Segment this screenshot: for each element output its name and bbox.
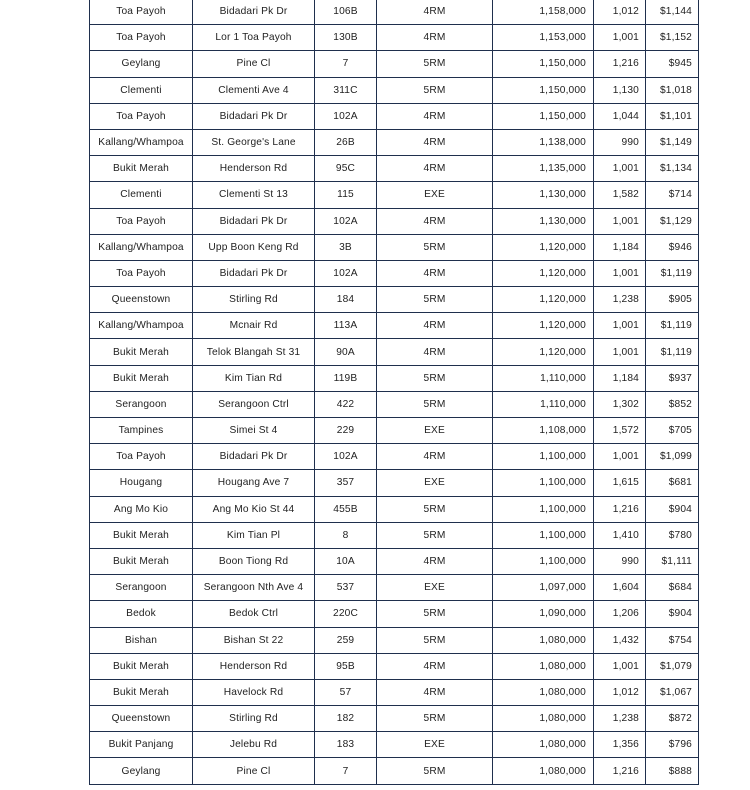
- block-cell: 95B: [315, 653, 377, 679]
- table-row: [90, 706, 699, 732]
- table-row: [90, 77, 699, 103]
- table-row: [90, 234, 699, 260]
- block-cell: 537: [315, 575, 377, 601]
- street-cell: Bishan St 22: [193, 627, 315, 653]
- flat-type-cell: 5RM: [377, 51, 493, 77]
- table-row: [90, 51, 699, 77]
- price-cell: 1,108,000: [493, 418, 594, 444]
- table-row: [90, 25, 699, 51]
- table-row: [90, 627, 699, 653]
- flat-type-cell: 5RM: [377, 627, 493, 653]
- size-cell: 1,604: [594, 575, 646, 601]
- psf-cell: $1,099: [646, 444, 699, 470]
- table-row: [90, 339, 699, 365]
- psf-cell: $796: [646, 732, 699, 758]
- block-cell: 183: [315, 732, 377, 758]
- psf-cell: $937: [646, 365, 699, 391]
- psf-cell: $681: [646, 470, 699, 496]
- psf-cell: $1,079: [646, 653, 699, 679]
- price-cell: 1,080,000: [493, 732, 594, 758]
- street-cell: Kim Tian Pl: [193, 522, 315, 548]
- block-cell: 106B: [315, 0, 377, 25]
- size-cell: 1,130: [594, 77, 646, 103]
- town-cell: Bukit Merah: [90, 653, 193, 679]
- psf-cell: $1,129: [646, 208, 699, 234]
- table-row: [90, 444, 699, 470]
- table-row: [90, 496, 699, 522]
- block-cell: 119B: [315, 365, 377, 391]
- town-cell: Hougang: [90, 470, 193, 496]
- size-cell: 1,001: [594, 339, 646, 365]
- street-cell: Telok Blangah St 31: [193, 339, 315, 365]
- price-cell: 1,120,000: [493, 339, 594, 365]
- psf-cell: $1,101: [646, 103, 699, 129]
- town-cell: Toa Payoh: [90, 444, 193, 470]
- street-cell: Pine Cl: [193, 51, 315, 77]
- price-cell: 1,130,000: [493, 182, 594, 208]
- block-cell: 10A: [315, 548, 377, 574]
- price-cell: 1,097,000: [493, 575, 594, 601]
- street-cell: Hougang Ave 7: [193, 470, 315, 496]
- size-cell: 1,012: [594, 0, 646, 25]
- block-cell: 259: [315, 627, 377, 653]
- street-cell: Serangoon Nth Ave 4: [193, 575, 315, 601]
- price-cell: 1,100,000: [493, 496, 594, 522]
- block-cell: 115: [315, 182, 377, 208]
- flat-type-cell: 5RM: [377, 522, 493, 548]
- flat-type-cell: 4RM: [377, 0, 493, 25]
- table-row: [90, 182, 699, 208]
- table-row: [90, 601, 699, 627]
- street-cell: Henderson Rd: [193, 156, 315, 182]
- town-cell: Ang Mo Kio: [90, 496, 193, 522]
- table-row: [90, 391, 699, 417]
- town-cell: Bukit Merah: [90, 339, 193, 365]
- price-cell: 1,150,000: [493, 51, 594, 77]
- psf-cell: $904: [646, 496, 699, 522]
- flat-type-cell: 4RM: [377, 548, 493, 574]
- block-cell: 7: [315, 51, 377, 77]
- block-cell: 26B: [315, 129, 377, 155]
- psf-cell: $754: [646, 627, 699, 653]
- size-cell: 1,012: [594, 679, 646, 705]
- table-row: [90, 287, 699, 313]
- psf-cell: $684: [646, 575, 699, 601]
- flat-type-cell: 4RM: [377, 653, 493, 679]
- town-cell: Kallang/Whampoa: [90, 129, 193, 155]
- block-cell: 422: [315, 391, 377, 417]
- table-row: [90, 129, 699, 155]
- price-cell: 1,120,000: [493, 313, 594, 339]
- table-row: [90, 313, 699, 339]
- size-cell: 1,356: [594, 732, 646, 758]
- town-cell: Kallang/Whampoa: [90, 234, 193, 260]
- psf-cell: $905: [646, 287, 699, 313]
- psf-cell: $705: [646, 418, 699, 444]
- town-cell: Bukit Merah: [90, 156, 193, 182]
- town-cell: Geylang: [90, 51, 193, 77]
- price-cell: 1,110,000: [493, 365, 594, 391]
- block-cell: 102A: [315, 260, 377, 286]
- price-cell: 1,120,000: [493, 234, 594, 260]
- price-cell: 1,150,000: [493, 103, 594, 129]
- block-cell: 95C: [315, 156, 377, 182]
- table-row: [90, 575, 699, 601]
- block-cell: 229: [315, 418, 377, 444]
- price-cell: 1,100,000: [493, 470, 594, 496]
- flat-type-cell: 4RM: [377, 129, 493, 155]
- block-cell: 90A: [315, 339, 377, 365]
- price-cell: 1,100,000: [493, 444, 594, 470]
- table-row: [90, 548, 699, 574]
- flat-type-cell: 4RM: [377, 156, 493, 182]
- psf-cell: $852: [646, 391, 699, 417]
- size-cell: 1,302: [594, 391, 646, 417]
- town-cell: Toa Payoh: [90, 208, 193, 234]
- transactions-table-container: [89, 0, 692, 790]
- psf-cell: $780: [646, 522, 699, 548]
- price-cell: 1,080,000: [493, 758, 594, 784]
- street-cell: Havelock Rd: [193, 679, 315, 705]
- street-cell: Ang Mo Kio St 44: [193, 496, 315, 522]
- street-cell: Stirling Rd: [193, 287, 315, 313]
- transactions-table: [89, 0, 699, 785]
- price-cell: 1,080,000: [493, 679, 594, 705]
- street-cell: Upp Boon Keng Rd: [193, 234, 315, 260]
- price-cell: 1,080,000: [493, 627, 594, 653]
- town-cell: Toa Payoh: [90, 103, 193, 129]
- town-cell: Queenstown: [90, 287, 193, 313]
- block-cell: 7: [315, 758, 377, 784]
- street-cell: Bidadari Pk Dr: [193, 444, 315, 470]
- size-cell: 1,184: [594, 365, 646, 391]
- price-cell: 1,138,000: [493, 129, 594, 155]
- street-cell: Clementi Ave 4: [193, 77, 315, 103]
- table-row: [90, 732, 699, 758]
- price-cell: 1,120,000: [493, 287, 594, 313]
- town-cell: Geylang: [90, 758, 193, 784]
- size-cell: 1,001: [594, 444, 646, 470]
- table-row: [90, 208, 699, 234]
- price-cell: 1,100,000: [493, 522, 594, 548]
- price-cell: 1,130,000: [493, 208, 594, 234]
- flat-type-cell: 4RM: [377, 260, 493, 286]
- block-cell: 184: [315, 287, 377, 313]
- size-cell: 1,216: [594, 51, 646, 77]
- flat-type-cell: 4RM: [377, 444, 493, 470]
- flat-type-cell: 4RM: [377, 208, 493, 234]
- town-cell: Toa Payoh: [90, 0, 193, 25]
- psf-cell: $1,119: [646, 260, 699, 286]
- street-cell: Serangoon Ctrl: [193, 391, 315, 417]
- size-cell: 1,238: [594, 706, 646, 732]
- table-row: [90, 653, 699, 679]
- street-cell: Bidadari Pk Dr: [193, 0, 315, 25]
- block-cell: 455B: [315, 496, 377, 522]
- flat-type-cell: EXE: [377, 732, 493, 758]
- flat-type-cell: 4RM: [377, 339, 493, 365]
- table-row: [90, 679, 699, 705]
- town-cell: Bukit Panjang: [90, 732, 193, 758]
- town-cell: Bukit Merah: [90, 679, 193, 705]
- table-row: [90, 156, 699, 182]
- town-cell: Bishan: [90, 627, 193, 653]
- size-cell: 1,206: [594, 601, 646, 627]
- flat-type-cell: EXE: [377, 418, 493, 444]
- price-cell: 1,100,000: [493, 548, 594, 574]
- street-cell: Boon Tiong Rd: [193, 548, 315, 574]
- size-cell: 1,001: [594, 25, 646, 51]
- flat-type-cell: 5RM: [377, 706, 493, 732]
- psf-cell: $946: [646, 234, 699, 260]
- block-cell: 182: [315, 706, 377, 732]
- psf-cell: $1,119: [646, 339, 699, 365]
- table-row: [90, 103, 699, 129]
- flat-type-cell: 5RM: [377, 77, 493, 103]
- street-cell: Bedok Ctrl: [193, 601, 315, 627]
- block-cell: 102A: [315, 208, 377, 234]
- street-cell: Bidadari Pk Dr: [193, 103, 315, 129]
- town-cell: Clementi: [90, 182, 193, 208]
- price-cell: 1,150,000: [493, 77, 594, 103]
- street-cell: Jelebu Rd: [193, 732, 315, 758]
- town-cell: Bukit Merah: [90, 522, 193, 548]
- size-cell: 1,216: [594, 496, 646, 522]
- flat-type-cell: 5RM: [377, 496, 493, 522]
- street-cell: Bidadari Pk Dr: [193, 260, 315, 286]
- size-cell: 1,001: [594, 156, 646, 182]
- street-cell: Pine Cl: [193, 758, 315, 784]
- psf-cell: $1,119: [646, 313, 699, 339]
- size-cell: 1,184: [594, 234, 646, 260]
- table-body: [90, 0, 699, 784]
- flat-type-cell: 4RM: [377, 313, 493, 339]
- town-cell: Clementi: [90, 77, 193, 103]
- town-cell: Bukit Merah: [90, 365, 193, 391]
- flat-type-cell: 4RM: [377, 103, 493, 129]
- table-row: [90, 522, 699, 548]
- price-cell: 1,120,000: [493, 260, 594, 286]
- size-cell: 1,001: [594, 260, 646, 286]
- price-cell: 1,080,000: [493, 653, 594, 679]
- flat-type-cell: 5RM: [377, 758, 493, 784]
- town-cell: Bukit Merah: [90, 548, 193, 574]
- flat-type-cell: EXE: [377, 182, 493, 208]
- psf-cell: $888: [646, 758, 699, 784]
- size-cell: 1,216: [594, 758, 646, 784]
- block-cell: 102A: [315, 103, 377, 129]
- flat-type-cell: 5RM: [377, 287, 493, 313]
- psf-cell: $1,144: [646, 0, 699, 25]
- flat-type-cell: 5RM: [377, 365, 493, 391]
- town-cell: Toa Payoh: [90, 25, 193, 51]
- psf-cell: $1,134: [646, 156, 699, 182]
- flat-type-cell: 5RM: [377, 391, 493, 417]
- size-cell: 1,044: [594, 103, 646, 129]
- size-cell: 1,238: [594, 287, 646, 313]
- town-cell: Toa Payoh: [90, 260, 193, 286]
- flat-type-cell: 5RM: [377, 234, 493, 260]
- block-cell: 8: [315, 522, 377, 548]
- size-cell: 1,582: [594, 182, 646, 208]
- psf-cell: $1,111: [646, 548, 699, 574]
- size-cell: 990: [594, 129, 646, 155]
- size-cell: 1,432: [594, 627, 646, 653]
- street-cell: Clementi St 13: [193, 182, 315, 208]
- block-cell: 3B: [315, 234, 377, 260]
- block-cell: 311C: [315, 77, 377, 103]
- size-cell: 1,572: [594, 418, 646, 444]
- table-row: [90, 0, 699, 25]
- block-cell: 130B: [315, 25, 377, 51]
- street-cell: Henderson Rd: [193, 653, 315, 679]
- price-cell: 1,090,000: [493, 601, 594, 627]
- size-cell: 1,615: [594, 470, 646, 496]
- size-cell: 1,410: [594, 522, 646, 548]
- town-cell: Serangoon: [90, 391, 193, 417]
- size-cell: 1,001: [594, 208, 646, 234]
- table-row: [90, 365, 699, 391]
- size-cell: 1,001: [594, 313, 646, 339]
- street-cell: Stirling Rd: [193, 706, 315, 732]
- table-row: [90, 470, 699, 496]
- town-cell: Serangoon: [90, 575, 193, 601]
- table-row: [90, 418, 699, 444]
- price-cell: 1,135,000: [493, 156, 594, 182]
- block-cell: 220C: [315, 601, 377, 627]
- street-cell: Lor 1 Toa Payoh: [193, 25, 315, 51]
- flat-type-cell: 4RM: [377, 679, 493, 705]
- town-cell: Tampines: [90, 418, 193, 444]
- table-row: [90, 758, 699, 784]
- size-cell: 1,001: [594, 653, 646, 679]
- psf-cell: $945: [646, 51, 699, 77]
- street-cell: Kim Tian Rd: [193, 365, 315, 391]
- town-cell: Bedok: [90, 601, 193, 627]
- town-cell: Kallang/Whampoa: [90, 313, 193, 339]
- street-cell: Simei St 4: [193, 418, 315, 444]
- psf-cell: $872: [646, 706, 699, 732]
- size-cell: 990: [594, 548, 646, 574]
- psf-cell: $904: [646, 601, 699, 627]
- psf-cell: $1,018: [646, 77, 699, 103]
- price-cell: 1,080,000: [493, 706, 594, 732]
- psf-cell: $714: [646, 182, 699, 208]
- price-cell: 1,110,000: [493, 391, 594, 417]
- price-cell: 1,153,000: [493, 25, 594, 51]
- block-cell: 57: [315, 679, 377, 705]
- street-cell: Bidadari Pk Dr: [193, 208, 315, 234]
- flat-type-cell: EXE: [377, 575, 493, 601]
- flat-type-cell: EXE: [377, 470, 493, 496]
- street-cell: St. George's Lane: [193, 129, 315, 155]
- price-cell: 1,158,000: [493, 0, 594, 25]
- block-cell: 102A: [315, 444, 377, 470]
- psf-cell: $1,152: [646, 25, 699, 51]
- flat-type-cell: 4RM: [377, 25, 493, 51]
- table-row: [90, 260, 699, 286]
- psf-cell: $1,067: [646, 679, 699, 705]
- street-cell: Mcnair Rd: [193, 313, 315, 339]
- psf-cell: $1,149: [646, 129, 699, 155]
- block-cell: 357: [315, 470, 377, 496]
- flat-type-cell: 5RM: [377, 601, 493, 627]
- town-cell: Queenstown: [90, 706, 193, 732]
- block-cell: 113A: [315, 313, 377, 339]
